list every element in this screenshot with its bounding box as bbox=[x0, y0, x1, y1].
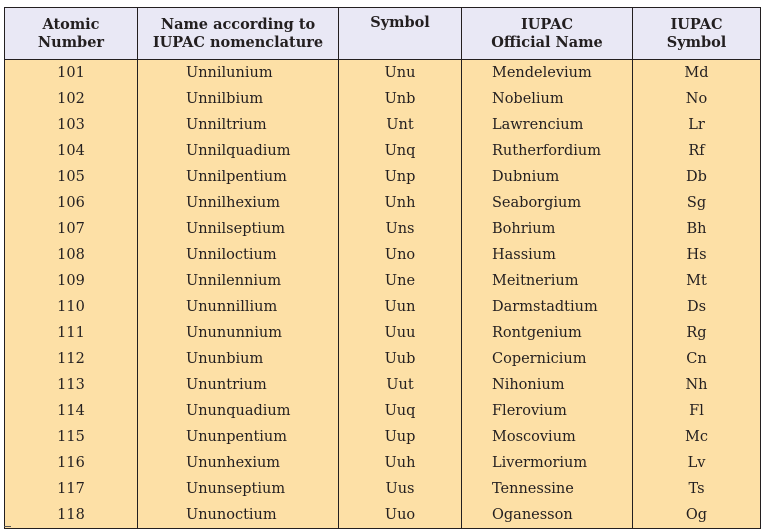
systematic-symbol-cell-text: Une bbox=[384, 273, 416, 289]
atomic-number-cell-text: 118 bbox=[57, 507, 85, 523]
systematic-symbol-cell-text: Uns bbox=[385, 221, 415, 237]
official-symbol-cell-text: Ts bbox=[688, 481, 705, 497]
atomic-number-cell-text: 112 bbox=[57, 351, 85, 367]
systematic-name-cell bbox=[138, 164, 339, 190]
table-row bbox=[5, 190, 761, 216]
atomic-number-cell bbox=[5, 164, 138, 190]
atomic-number-cell bbox=[5, 476, 138, 502]
official-name-cell-text: Bohrium bbox=[492, 221, 556, 237]
systematic-symbol-cell-text: Unb bbox=[384, 91, 416, 107]
atomic-number-cell-text: 102 bbox=[57, 91, 85, 107]
official-symbol-cell-text: Rg bbox=[686, 325, 707, 341]
atomic-number-cell-text: 117 bbox=[57, 481, 85, 497]
atomic-number-cell bbox=[5, 502, 138, 529]
official-name-cell-text: Hassium bbox=[492, 247, 556, 263]
atomic-number-cell bbox=[5, 372, 138, 398]
official-name-cell bbox=[462, 60, 633, 87]
atomic-number-cell-text: 111 bbox=[57, 325, 85, 341]
atomic-number-cell-text: 104 bbox=[57, 143, 85, 159]
systematic-name-cell bbox=[138, 502, 339, 529]
official-symbol-cell-text: Ds bbox=[686, 299, 707, 315]
official-symbol-cell-text: Lv bbox=[687, 455, 706, 471]
atomic-number-cell-text: 108 bbox=[57, 247, 85, 263]
systematic-name-cell bbox=[138, 86, 339, 112]
systematic-name-cell-text: Ununquadium bbox=[186, 403, 291, 419]
systematic-symbol-cell bbox=[339, 346, 462, 372]
atomic-number-cell bbox=[5, 294, 138, 320]
systematic-symbol-cell-text: Uuh bbox=[384, 455, 416, 471]
official-name-cell bbox=[462, 294, 633, 320]
header-official-symbol-line-2: Symbol bbox=[666, 33, 727, 51]
table-header bbox=[5, 8, 761, 60]
systematic-name-cell bbox=[138, 450, 339, 476]
table-row bbox=[5, 450, 761, 476]
systematic-name-cell bbox=[138, 190, 339, 216]
systematic-name-cell-text: Unnilhexium bbox=[186, 195, 280, 211]
header-name bbox=[138, 8, 339, 60]
systematic-name-cell-text: Unniltrium bbox=[186, 117, 267, 133]
systematic-symbol-cell bbox=[339, 60, 462, 87]
systematic-symbol-cell bbox=[339, 138, 462, 164]
systematic-name-cell-text: Ununpentium bbox=[186, 429, 287, 445]
systematic-symbol-cell bbox=[339, 190, 462, 216]
official-symbol-cell bbox=[633, 424, 761, 450]
atomic-number-cell bbox=[5, 86, 138, 112]
official-name-cell bbox=[462, 216, 633, 242]
atomic-number-cell-text: 105 bbox=[57, 169, 85, 185]
atomic-number-cell-text: 110 bbox=[57, 299, 85, 315]
table-row bbox=[5, 60, 761, 87]
atomic-number-cell bbox=[5, 216, 138, 242]
systematic-symbol-cell-text: Uun bbox=[384, 299, 416, 315]
header-official-name-line-1: IUPAC bbox=[520, 15, 574, 33]
header-atomic-number-line-2: Number bbox=[37, 33, 105, 51]
official-name-cell-text: Moscovium bbox=[492, 429, 576, 445]
official-name-cell bbox=[462, 242, 633, 268]
systematic-symbol-cell-text: Uuu bbox=[384, 325, 416, 341]
systematic-symbol-cell-text: Uub bbox=[384, 351, 416, 367]
header-official-name-line-2: Official Name bbox=[491, 33, 603, 51]
official-name-cell bbox=[462, 112, 633, 138]
official-symbol-cell bbox=[633, 476, 761, 502]
official-symbol-cell bbox=[633, 294, 761, 320]
table-body bbox=[5, 60, 761, 529]
official-name-cell-text: Nihonium bbox=[492, 377, 565, 393]
official-symbol-cell-text: No bbox=[685, 91, 708, 107]
atomic-number-cell-text: 101 bbox=[57, 65, 85, 81]
atomic-number-cell-text: 109 bbox=[57, 273, 85, 289]
systematic-name-cell-text: Unnilunium bbox=[186, 65, 273, 81]
official-name-cell bbox=[462, 138, 633, 164]
systematic-name-cell bbox=[138, 138, 339, 164]
official-symbol-cell-text: Rf bbox=[688, 143, 705, 159]
official-symbol-cell bbox=[633, 320, 761, 346]
atomic-number-cell bbox=[5, 60, 138, 87]
systematic-symbol-cell bbox=[339, 450, 462, 476]
systematic-name-cell-text: Unniloctium bbox=[186, 247, 277, 263]
official-symbol-cell-text: Db bbox=[686, 169, 707, 185]
systematic-name-cell-text: Ununseptium bbox=[186, 481, 286, 497]
table-row bbox=[5, 86, 761, 112]
systematic-name-cell-text: Ununoctium bbox=[186, 507, 277, 523]
systematic-symbol-cell bbox=[339, 86, 462, 112]
systematic-symbol-cell-text: Unu bbox=[384, 65, 416, 81]
official-symbol-cell-text: Mt bbox=[686, 273, 707, 289]
official-name-cell-text: Livermorium bbox=[492, 455, 588, 471]
official-name-cell bbox=[462, 424, 633, 450]
atomic-number-cell-text: 103 bbox=[57, 117, 85, 133]
atomic-number-cell bbox=[5, 346, 138, 372]
systematic-name-cell-text: Ununtrium bbox=[186, 377, 267, 393]
official-symbol-cell bbox=[633, 112, 761, 138]
official-symbol-cell bbox=[633, 216, 761, 242]
official-symbol-cell bbox=[633, 502, 761, 529]
official-symbol-cell bbox=[633, 164, 761, 190]
table-row bbox=[5, 346, 761, 372]
official-symbol-cell bbox=[633, 268, 761, 294]
systematic-symbol-cell-text: Uno bbox=[384, 247, 416, 263]
official-name-cell-text: Rontgenium bbox=[492, 325, 582, 341]
systematic-symbol-cell-text: Uup bbox=[384, 429, 416, 445]
atomic-number-cell-text: 116 bbox=[57, 455, 85, 471]
official-name-cell bbox=[462, 190, 633, 216]
table-row bbox=[5, 398, 761, 424]
official-symbol-cell bbox=[633, 372, 761, 398]
official-name-cell bbox=[462, 320, 633, 346]
official-name-cell bbox=[462, 476, 633, 502]
official-name-cell bbox=[462, 372, 633, 398]
atomic-number-cell-text: 106 bbox=[57, 195, 85, 211]
systematic-symbol-cell bbox=[339, 476, 462, 502]
systematic-name-cell bbox=[138, 216, 339, 242]
atomic-number-cell-text: 107 bbox=[57, 221, 85, 237]
systematic-symbol-cell bbox=[339, 424, 462, 450]
atomic-number-cell bbox=[5, 320, 138, 346]
systematic-name-cell-text: Unnilpentium bbox=[186, 169, 287, 185]
official-name-cell-text: Meitnerium bbox=[492, 273, 579, 289]
table-row bbox=[5, 268, 761, 294]
systematic-name-cell bbox=[138, 60, 339, 87]
systematic-name-cell bbox=[138, 476, 339, 502]
official-symbol-cell bbox=[633, 242, 761, 268]
systematic-name-cell-text: Ununhexium bbox=[186, 455, 281, 471]
header-official-name bbox=[462, 8, 633, 60]
official-name-cell-text: Dubnium bbox=[492, 169, 560, 185]
atomic-number-cell bbox=[5, 424, 138, 450]
official-name-cell-text: Copernicium bbox=[492, 351, 587, 367]
header-atomic-number bbox=[5, 8, 138, 60]
official-name-cell bbox=[462, 346, 633, 372]
official-symbol-cell-text: Og bbox=[685, 507, 708, 523]
atomic-number-cell bbox=[5, 450, 138, 476]
official-name-cell-text: Nobelium bbox=[492, 91, 564, 107]
table-row bbox=[5, 294, 761, 320]
official-name-cell-text: Lawrencium bbox=[492, 117, 584, 133]
official-name-cell-text: Oganesson bbox=[492, 507, 573, 523]
systematic-symbol-cell-text: Uus bbox=[385, 481, 415, 497]
official-symbol-cell bbox=[633, 138, 761, 164]
systematic-name-cell bbox=[138, 268, 339, 294]
systematic-name-cell bbox=[138, 346, 339, 372]
systematic-symbol-cell bbox=[339, 372, 462, 398]
systematic-name-cell-text: Unnilennium bbox=[186, 273, 282, 289]
table-row bbox=[5, 502, 761, 529]
official-symbol-cell-text: Mc bbox=[685, 429, 708, 445]
official-name-cell bbox=[462, 268, 633, 294]
systematic-name-cell bbox=[138, 398, 339, 424]
official-name-cell-text: Flerovium bbox=[492, 403, 567, 419]
table-row bbox=[5, 424, 761, 450]
systematic-symbol-cell-text: Uuo bbox=[384, 507, 416, 523]
systematic-symbol-cell-text: Unt bbox=[386, 117, 414, 133]
atomic-number-cell bbox=[5, 268, 138, 294]
systematic-symbol-cell-text: Unh bbox=[384, 195, 416, 211]
table-row bbox=[5, 372, 761, 398]
systematic-name-cell bbox=[138, 320, 339, 346]
systematic-symbol-cell bbox=[339, 112, 462, 138]
official-name-cell-text: Seaborgium bbox=[492, 195, 582, 211]
official-name-cell-text: Tennessine bbox=[492, 481, 574, 497]
header-atomic-number-line-1: Atomic bbox=[42, 15, 100, 33]
header-symbol-line-1: Symbol bbox=[370, 14, 430, 31]
element-names-table bbox=[4, 7, 761, 529]
systematic-symbol-cell bbox=[339, 398, 462, 424]
systematic-symbol-cell-text: Uuq bbox=[384, 403, 416, 419]
official-symbol-cell-text: Lr bbox=[688, 117, 705, 133]
header-official-symbol bbox=[633, 8, 761, 60]
table-row bbox=[5, 164, 761, 190]
official-symbol-cell bbox=[633, 346, 761, 372]
systematic-symbol-cell bbox=[339, 164, 462, 190]
header-name-line-1: Name according to bbox=[160, 15, 316, 33]
table-row bbox=[5, 138, 761, 164]
official-name-cell bbox=[462, 450, 633, 476]
systematic-symbol-cell-text: Unq bbox=[384, 143, 416, 159]
official-name-cell-text: Rutherfordium bbox=[492, 143, 601, 159]
official-symbol-cell-text: Sg bbox=[686, 195, 707, 211]
official-symbol-cell-text: Bh bbox=[686, 221, 707, 237]
atomic-number-cell-text: 113 bbox=[57, 377, 85, 393]
official-symbol-cell bbox=[633, 190, 761, 216]
table-row bbox=[5, 216, 761, 242]
systematic-name-cell bbox=[138, 294, 339, 320]
official-name-cell-text: Mendelevium bbox=[492, 65, 592, 81]
page-edge-mark bbox=[4, 526, 11, 527]
official-symbol-cell-text: Fl bbox=[689, 403, 704, 419]
systematic-symbol-cell-text: Unp bbox=[384, 169, 416, 185]
official-symbol-cell bbox=[633, 60, 761, 87]
header-row bbox=[5, 8, 761, 60]
table-row bbox=[5, 320, 761, 346]
systematic-name-cell-text: Unnilbium bbox=[186, 91, 264, 107]
systematic-name-cell-text: Ununnillium bbox=[186, 299, 278, 315]
systematic-symbol-cell bbox=[339, 502, 462, 529]
header-official-symbol-line-1: IUPAC bbox=[670, 15, 723, 33]
official-name-cell bbox=[462, 398, 633, 424]
systematic-name-cell bbox=[138, 424, 339, 450]
systematic-symbol-cell bbox=[339, 268, 462, 294]
atomic-number-cell bbox=[5, 398, 138, 424]
systematic-symbol-cell bbox=[339, 216, 462, 242]
official-name-cell-text: Darmstadtium bbox=[492, 299, 598, 315]
official-symbol-cell-text: Md bbox=[684, 65, 709, 81]
systematic-name-cell-text: Unununnium bbox=[186, 325, 282, 341]
official-name-cell bbox=[462, 164, 633, 190]
atomic-number-cell bbox=[5, 190, 138, 216]
official-symbol-cell bbox=[633, 450, 761, 476]
official-symbol-cell bbox=[633, 398, 761, 424]
atomic-number-cell-text: 114 bbox=[57, 403, 85, 419]
systematic-name-cell bbox=[138, 112, 339, 138]
official-name-cell bbox=[462, 86, 633, 112]
systematic-name-cell-text: Unnilseptium bbox=[186, 221, 286, 237]
official-symbol-cell-text: Cn bbox=[686, 351, 707, 367]
systematic-name-cell bbox=[138, 242, 339, 268]
official-symbol-cell bbox=[633, 86, 761, 112]
systematic-name-cell-text: Ununbium bbox=[186, 351, 264, 367]
table-row bbox=[5, 476, 761, 502]
atomic-number-cell bbox=[5, 112, 138, 138]
header-symbol bbox=[339, 8, 462, 60]
systematic-symbol-cell bbox=[339, 294, 462, 320]
systematic-symbol-cell bbox=[339, 242, 462, 268]
official-symbol-cell-text: Nh bbox=[685, 377, 708, 393]
systematic-name-cell-text: Unnilquadium bbox=[186, 143, 291, 159]
official-symbol-cell-text: Hs bbox=[686, 247, 707, 263]
official-name-cell bbox=[462, 502, 633, 529]
table-row bbox=[5, 112, 761, 138]
systematic-name-cell bbox=[138, 372, 339, 398]
atomic-number-cell bbox=[5, 242, 138, 268]
systematic-symbol-cell bbox=[339, 320, 462, 346]
systematic-symbol-cell-text: Uut bbox=[386, 377, 414, 393]
table-row bbox=[5, 242, 761, 268]
atomic-number-cell bbox=[5, 138, 138, 164]
header-name-line-2: IUPAC nomenclature bbox=[152, 33, 324, 51]
atomic-number-cell-text: 115 bbox=[57, 429, 85, 445]
